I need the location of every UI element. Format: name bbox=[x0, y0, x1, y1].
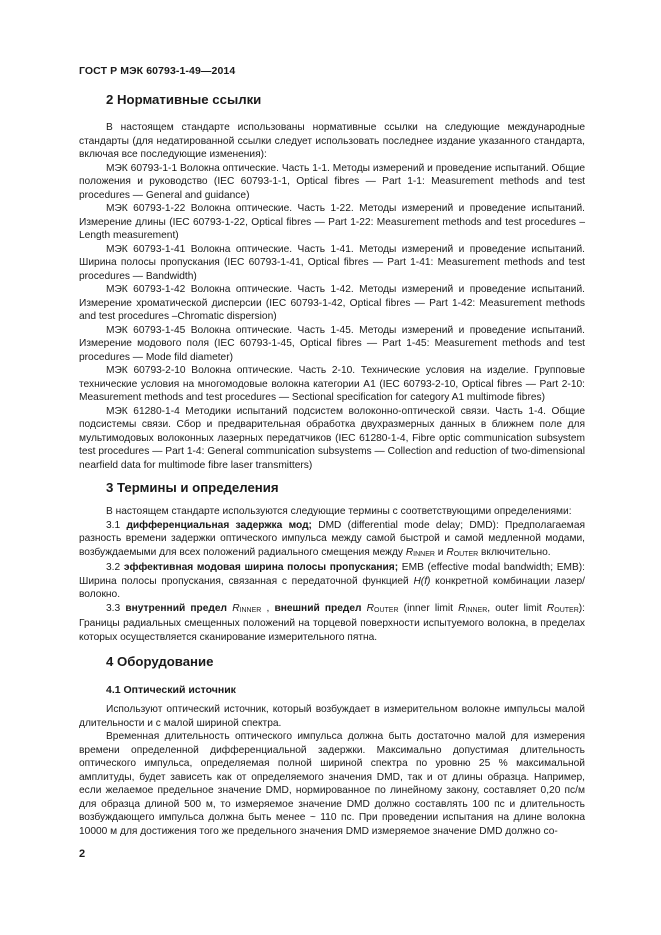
section-4-body bbox=[79, 703, 585, 838]
section-2-heading: 2 Нормативные ссылки bbox=[106, 92, 262, 107]
reference-item: МЭК 60793-1-41 Волокна оптические. Часть 1-41. Методы измерений и проведение испытаний. Ширина полосы пропускания (IEC 60793-1-41, Optical fibres — Part 1-41: Measurement methods and test procedures — Bandwidth) bbox=[79, 243, 585, 282]
term-3-2: 3.2 эффективная модовая ширина полосы пропускания; EMB (effective modal bandwidth; EMB): Ширина полосы пропускания, связанная с передаточной функцией H(f) конкретной комбинации лазер/волокно. bbox=[79, 562, 586, 600]
section-3-body bbox=[79, 505, 585, 644]
reference-item: МЭК 60793-1-45 Волокна оптические. Часть 1-45. Методы измерений и проведение испытаний. Измерение модового поля (IEC 60793-1-45, Optical fibres — Part 1-45: Measurement methods and test procedures — Mode fild diameter) bbox=[79, 324, 585, 363]
reference-item: МЭК 60793-2-10 Волокна оптические. Часть 2-10. Технические условия на изделие. Групповые технические условия на многомодовые волокна категории А1 (IEC 60793-2-10, Optical fibres — Part 2-10: Measurement methods and test procedures — Sectional specification for category A1 multimode fibres) bbox=[79, 365, 585, 403]
term-3-3: 3.3 внутренний предел $R_{INNER}$ , внешний предел $R_{OUTER}$ (inner limit $R_{INNER}$, outer limit $R_{OUTER}$): Границы радиальных смещенных положений на торцевой поверхности испытуемого волокна, в пределах которых осуществляется сканирование измерительного пятна. bbox=[79, 602, 585, 643]
reference-item: МЭК 60793-1-22 Волокна оптические. Часть 1-22. Методы измерений и проведение испытаний. Измерение длины (IEC 60793-1-22, Optical fibres — Part 1-22: Measurement methods and test procedures –Length measurement) bbox=[79, 203, 585, 241]
subsection-4-1-heading: 4.1 Оптический источник bbox=[106, 684, 236, 696]
paragraph: Используют оптический источник, который возбуждает в измерительном волокне импульсы малой длительности и с малой шириной спектра. bbox=[79, 704, 585, 729]
term-3-1: 3.1 дифференциальная задержка мод; DMD (differential mode delay; DMD): Предполагаемая разность времени задержки оптического импульса между самой быстрой и самой медленной модами, возбуждаемыми для всех положений радиального смещения между $R_{INNER}$ и $R_{OUTER}$ включительно. bbox=[79, 519, 585, 558]
reference-item: МЭК 61280-1-4 Методики испытаний подсистем волоконно-оптической связи. Часть 1-4. Общие подсистемы связи. Сбор и предварительная обработка двухразмерных данных в ближнем поле для мультимодовых волоконных лазерных передатчиков (IEC 61280-1-4, Fibre optic communication subsystem test procedures — Part 1-4: General communication subsystems — Collection and reduction of two-dimensional nearfield data for multimode fibre laser transmitters) bbox=[79, 405, 585, 471]
reference-item: МЭК 60793-1-42 Волокна оптические. Часть 1-42. Методы измерений и проведение испытаний. Измерение хроматической дисперсии (IEC 60793-1-42, Optical fibres — Part 1-42: Measurement methods and test procedures –Chromatic dispersion) bbox=[79, 284, 585, 322]
section-3-heading: 3 Термины и определения bbox=[106, 480, 279, 495]
section-2-body bbox=[79, 121, 585, 472]
section-3-intro: В настоящем стандарте используются следующие термины с соответствующими определениями: bbox=[106, 506, 572, 517]
page-number: 2 bbox=[79, 848, 86, 860]
paragraph: Временная длительность оптического импульса должна быть достаточно малой для измерения времени определенной дифференциальной задержки. Максимально допустимая длительность оптического импульса, определяемая полной шириной спектра по уровню 25 % максимальной амплитуды, будет зависеть как от определяемого значения DMD, так и от длины образца. Например, если желаемое предельное значение DMD, нормированное по линейному закону, составляет 0,20 пс/м для образца длиной 500 м, то измеряемое значение DMD должно составлять 100 пс и длительность возбуждающего импульса должна быть менее ~ 110 пс. При проведении испытания на длине волокна 10000 м для достижения того же предельного значения DMD измеряемое значение DMD должно со- bbox=[79, 731, 585, 837]
reference-item: МЭК 60793-1-1 Волокна оптические. Часть 1-1. Методы измерений и проведение испытаний. Общие положения и руководство (IEC 60793-1-1, Optical fibres — Part 1-1: Measurement methods and test procedures — General and guidance) bbox=[79, 162, 585, 201]
section-4-heading: 4 Оборудование bbox=[106, 654, 214, 669]
document-header: ГОСТ Р МЭК 60793-1-49—2014 bbox=[79, 65, 236, 77]
section-2-intro: В настоящем стандарте использованы нормативные ссылки на следующие международные стандарты (для недатированной ссылки следует использовать последнее издание указанного стандарта, включая все последующие изменения): bbox=[79, 122, 585, 160]
